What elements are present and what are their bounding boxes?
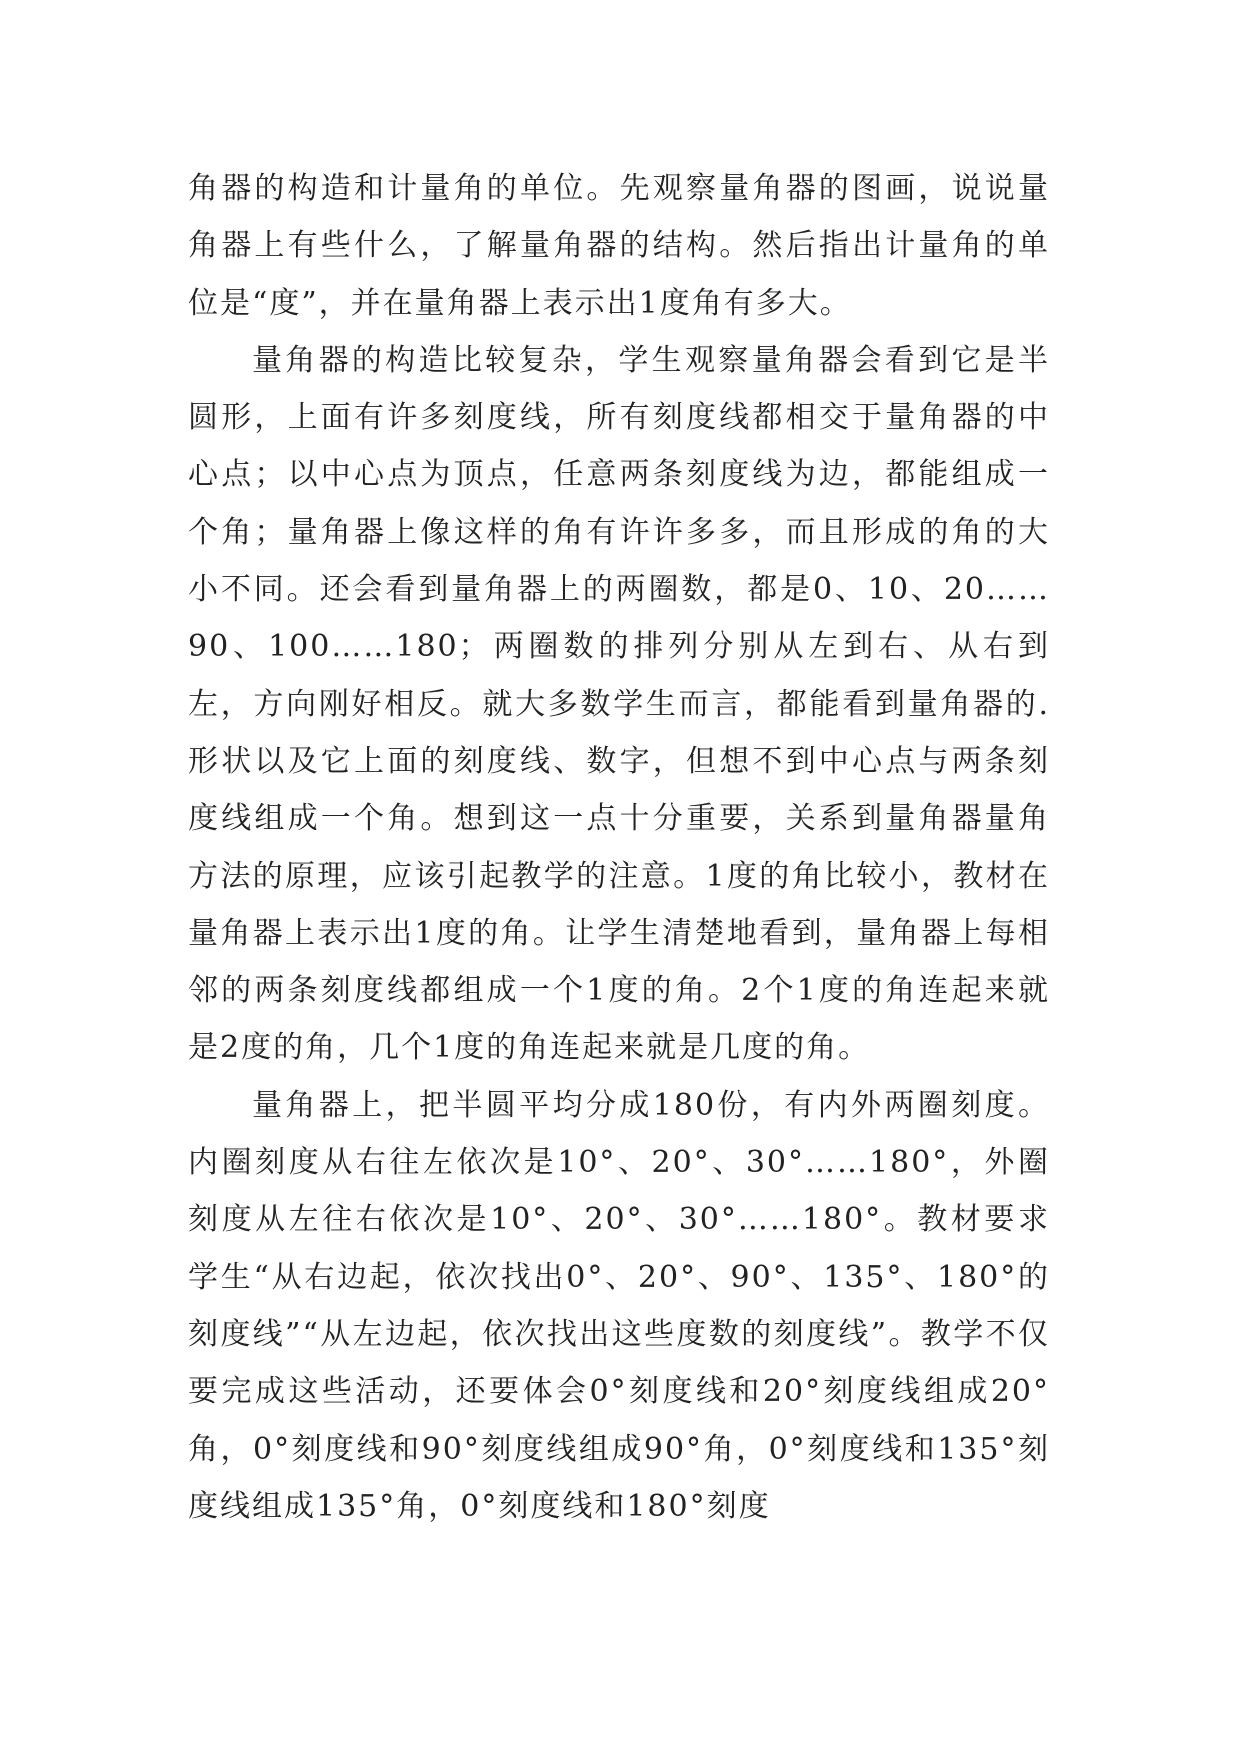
paragraph-protractor-structure: 量角器的构造比较复杂，学生观察量角器会看到它是半圆形，上面有许多刻度线，所有刻度线都相交于量角器的中心点；以中心点为顶点，任意两条刻度线为边，都能组成一个角；量角器上像这样的角有许许多多，而且形成的角的大小不同。还会看到量角器上的两圈数，都是0、10、20……90、100……180；两圈数的排列分别从左到右、从右到左，方向刚好相反。就大多数学生而言，都能看到量角器的.形状以及它上面的刻度线、数字，但想不到中心点与两条刻度线组成一个角。想到这一点十分重要，关系到量角器量角方法的原理，应该引起教学的注意。1度的角比较小，教材在量角器上表示出1度的角。让学生清楚地看到，量角器上每相邻的两条刻度线都组成一个1度的角。2个1度的角连起来就是2度的角，几个1度的角连起来就是几度的角。 [188, 342, 1050, 1066]
paragraph-protractor-scales: 量角器上，把半圆平均分成180份，有内外两圈刻度。内圈刻度从右往左依次是10°、20°、30°……180°，外圈刻度从左往右依次是10°、20°、30°……180°。教材要求学生“从右边起，依次找出0°、20°、90°、135°、180°的刻度线”“从左边起，依次找出这些度数的刻度线”。教学不仅要完成这些活动，还要体会0°刻度线和20°刻度线组成20°角，0°刻度线和90°刻度线组成90°角，0°刻度线和135°刻度线组成135°角，0°刻度线和180°刻度 [188, 1087, 1050, 1524]
paragraph-continued: 角器的构造和计量角的单位。先观察量角器的图画，说说量角器上有些什么，了解量角器的结构。然后指出计量角的单位是“度”，并在量角器上表示出1度角有多大。 [188, 171, 1050, 321]
document-body [188, 160, 1050, 1535]
